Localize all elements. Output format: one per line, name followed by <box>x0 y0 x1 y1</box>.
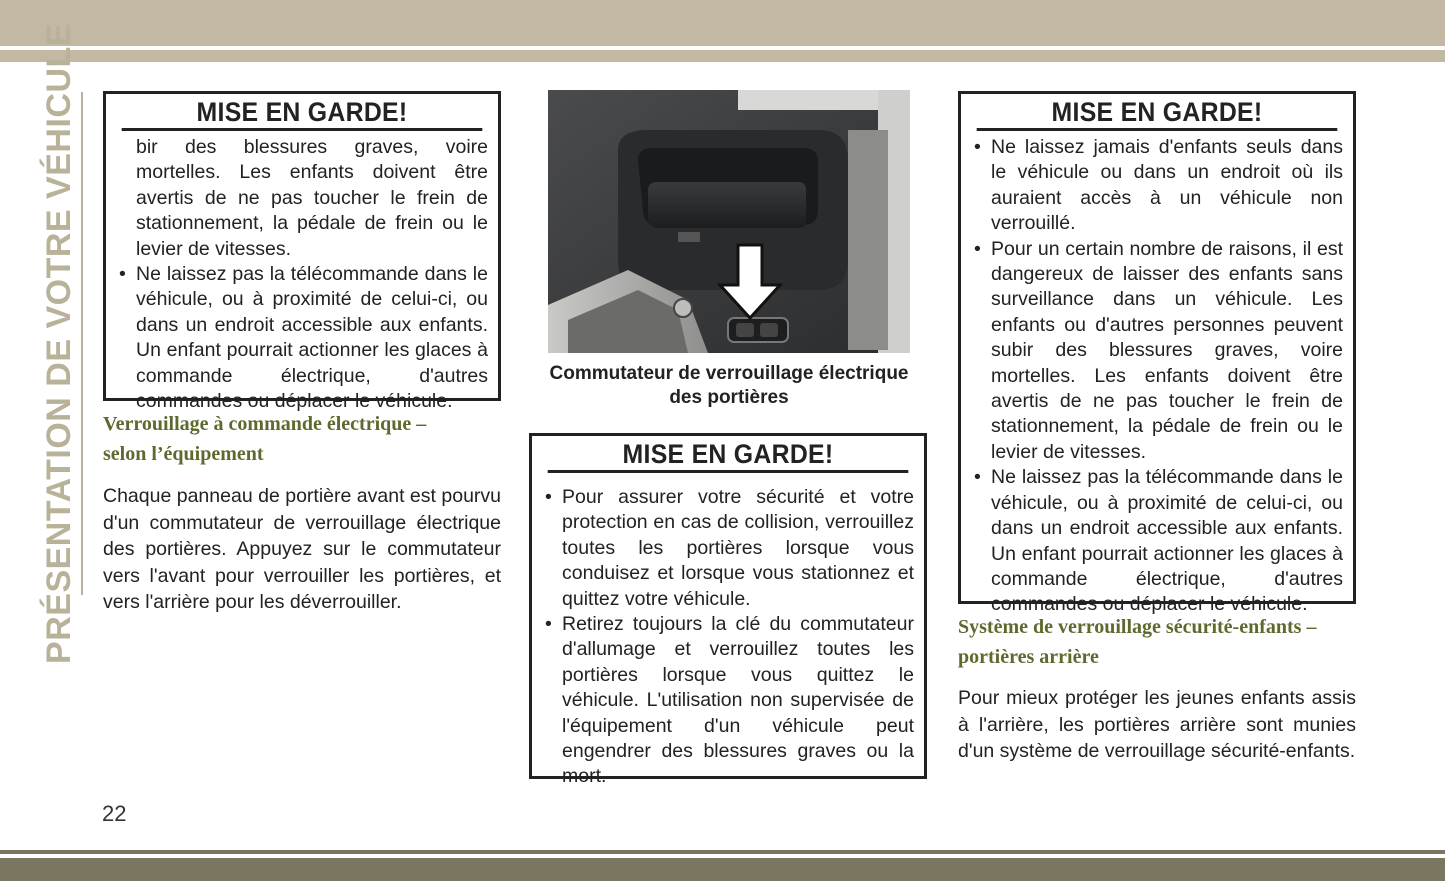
left-section-title-line1: Verrouillage à commande électrique – <box>103 413 427 435</box>
middle-warning-item: • Retirez toujours la clé du commutateur d'allumage et verrouillez toutes les portières lorsque vous quittez le véhicule. L'utilisation non supervisée de l'équipement d'un véhicule peut engendrer des blessures graves ou la mort. <box>542 612 914 790</box>
left-warning-continued-text: bir des blessures graves, voire mortelles. Les enfants doivent être avertis de ne pas toucher le frein de stationnement, la pédale de frein ou le levier de vitesses. <box>136 136 488 260</box>
right-warning-heading: MISE EN GARDE! <box>977 94 1338 131</box>
chapter-title-text: PRÉSENTATION DE VOTRE VÉHICULE <box>39 23 78 664</box>
right-warning-list <box>971 135 1343 618</box>
left-warning-list <box>116 262 488 414</box>
chapter-side-rule <box>81 92 83 595</box>
left-section-title-line2: selon l’équipement <box>103 443 264 465</box>
door-lock-switch-photo <box>548 90 910 353</box>
middle-warning-body <box>532 473 924 796</box>
photo-caption <box>548 362 910 410</box>
header-stripe <box>0 50 1445 62</box>
footer-band <box>0 858 1445 881</box>
footer-stripe <box>0 850 1445 854</box>
door-panel-illustration <box>548 90 910 353</box>
right-body-text: Pour mieux protéger les jeunes enfants assis à l'arrière, les portières arrière sont munies d'un système de verrouillage sécurité-enfants. <box>958 687 1356 763</box>
right-warning-item: • Pour un certain nombre de raisons, il est dangereux de laisser des enfants sans surveillance dans un véhicule. Les enfants ou d'autres personnes peuvent subir des blessures graves, voire mortelles. Les enfants doivent être avertis de ne pas toucher le frein de stationnement, la pédale de frein ou le levier de vitesses. <box>971 237 1343 466</box>
left-warning-body <box>106 131 498 420</box>
middle-warning-list <box>542 485 914 790</box>
right-warning-body <box>961 131 1353 624</box>
middle-warning-box <box>529 433 927 788</box>
photo-caption-line1: Commutateur de verrouillage électrique <box>549 363 909 384</box>
header-band <box>0 0 1445 46</box>
photo-caption-line2: des portières <box>669 387 789 408</box>
left-section-title <box>103 409 503 469</box>
left-warning-item: • Ne laissez pas la télécommande dans le véhicule, ou à proximité de celui-ci, ou dans un endroit accessible aux enfants. Un enfant pourrait actionner les glaces à commande électrique, d'autres commandes ou déplacer le véhicule. <box>116 262 488 414</box>
right-section-title <box>958 612 1378 672</box>
left-warning-box <box>103 91 501 413</box>
middle-warning-heading: MISE EN GARDE! <box>548 436 909 473</box>
chapter-side-title <box>38 23 80 664</box>
right-warning-item: • Ne laissez pas la télécommande dans le véhicule, ou à proximité de celui-ci, ou dans un endroit accessible aux enfants. Un enfant pourrait actionner les glaces à commande électrique, d'autres commandes ou déplacer le véhicule. <box>971 465 1343 617</box>
right-section-title-line1: Système de verrouillage sécurité-enfants – <box>958 616 1317 638</box>
right-section-title-line2: portières arrière <box>958 646 1099 668</box>
right-warning-box <box>958 91 1356 616</box>
left-warning-heading: MISE EN GARDE! <box>122 94 483 131</box>
right-warning-item: • Ne laissez jamais d'enfants seuls dans le véhicule ou dans un endroit où ils auraient accès à un véhicule non verrouillé. <box>971 135 1343 237</box>
left-body-text: Chaque panneau de portière avant est pourvu d'un commutateur de verrouillage électrique des portières. Appuyez sur le commutateur vers l'avant pour verrouiller les portières, et vers l'arrière pour les déverrouiller. <box>103 485 501 614</box>
page-number: 22 <box>102 801 127 826</box>
middle-warning-item: • Pour assurer votre sécurité et votre protection en cas de collision, verrouillez toutes les portières lorsque vous conduisez et lorsque vous stationnez et quittez votre véhicule. <box>542 485 914 612</box>
